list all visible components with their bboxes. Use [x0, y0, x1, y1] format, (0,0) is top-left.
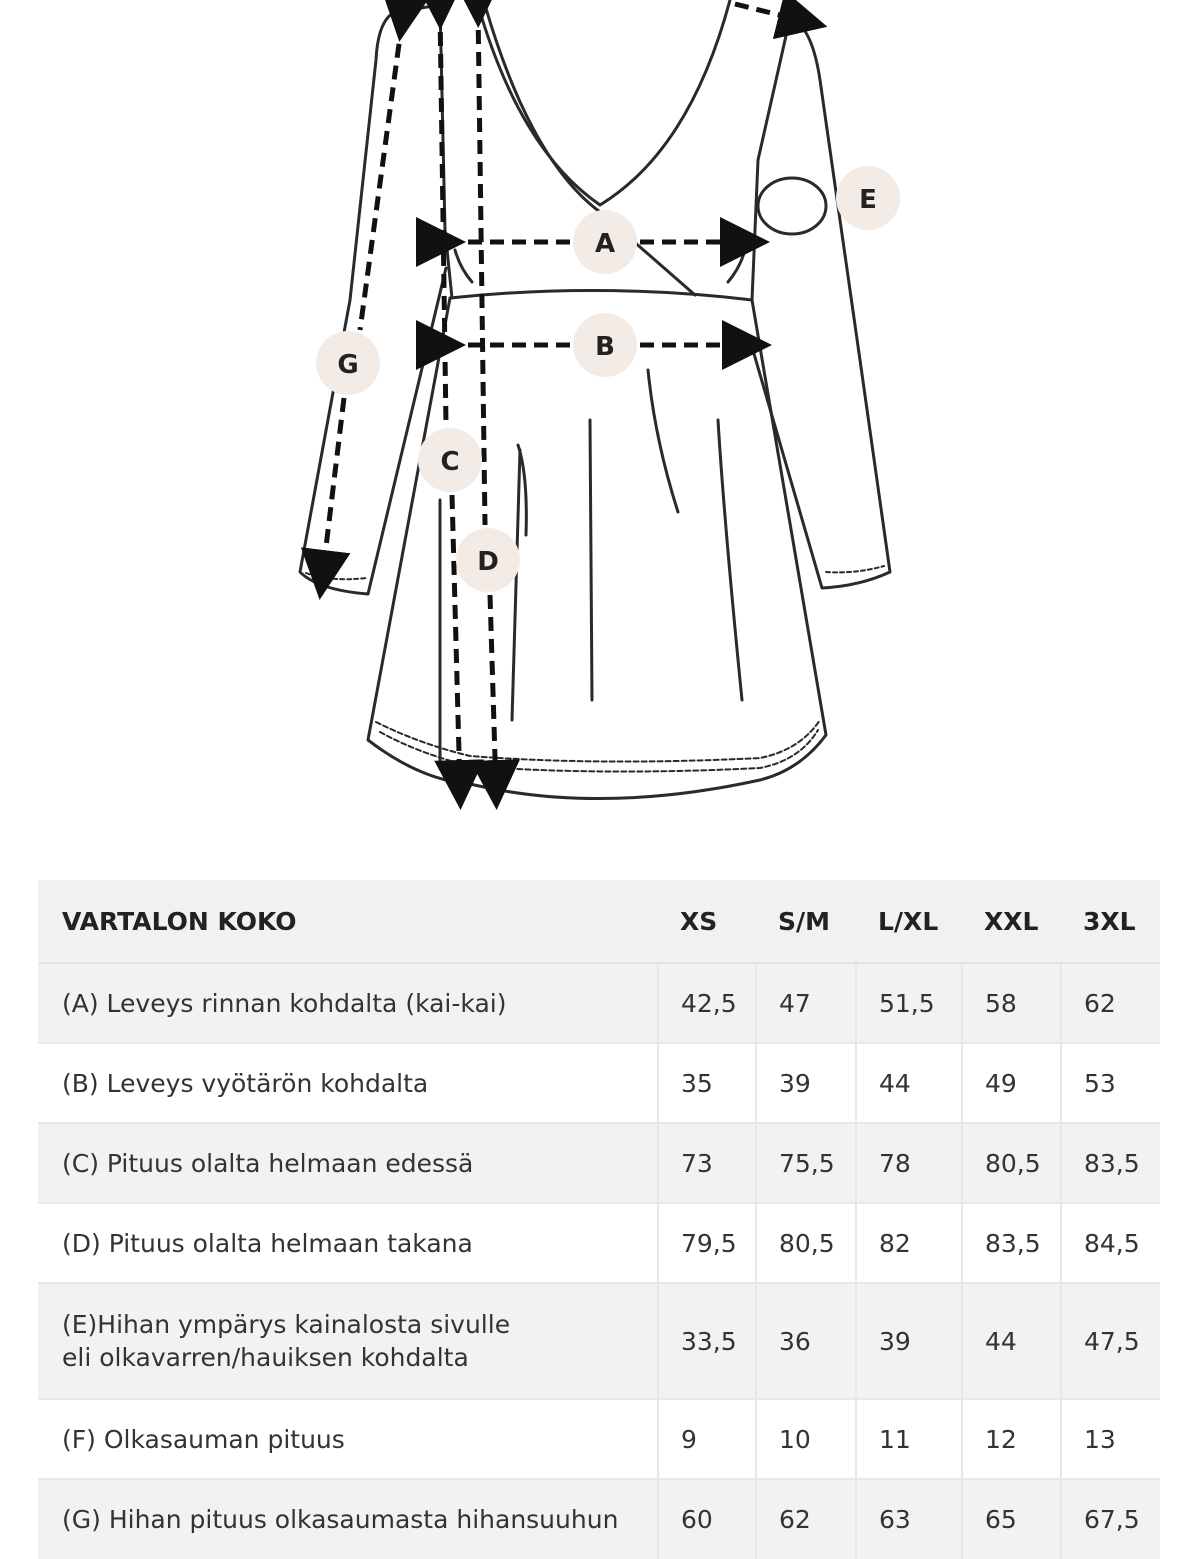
cell-value: 84,5: [1061, 1203, 1160, 1283]
row-label: (F) Olkasauman pituus: [38, 1399, 658, 1479]
cell-value: 83,5: [1061, 1123, 1160, 1203]
svg-text:D: D: [477, 547, 499, 577]
cell-value: 10: [756, 1399, 856, 1479]
header-body-size: VARTALON KOKO: [38, 880, 658, 963]
cell-value: 44: [856, 1043, 962, 1123]
table-row: [38, 1123, 1160, 1203]
cell-value: 80,5: [962, 1123, 1061, 1203]
row-label: (G) Hihan pituus olkasaumasta hihansuuhun: [38, 1479, 658, 1559]
header-size-xs: XS: [658, 880, 756, 963]
row-label: (B) Leveys vyötärön kohdalta: [38, 1043, 658, 1123]
cell-value: 39: [756, 1043, 856, 1123]
cell-value: 75,5: [756, 1123, 856, 1203]
row-label: (A) Leveys rinnan kohdalta (kai-kai): [38, 963, 658, 1043]
header-size-xxl: XXL: [962, 880, 1061, 963]
table-row: [38, 1283, 1160, 1399]
cell-value: 13: [1061, 1399, 1160, 1479]
cell-value: 62: [1061, 963, 1160, 1043]
table-row: [38, 1203, 1160, 1283]
cell-value: 12: [962, 1399, 1061, 1479]
table-row: [38, 963, 1160, 1043]
cell-value: 83,5: [962, 1203, 1061, 1283]
cell-value: 63: [856, 1479, 962, 1559]
cell-value: 47: [756, 963, 856, 1043]
row-label: (D) Pituus olalta helmaan takana: [38, 1203, 658, 1283]
header-size-lxl: L/XL: [856, 880, 962, 963]
cell-value: 11: [856, 1399, 962, 1479]
svg-text:B: B: [595, 332, 615, 362]
table-row: [38, 1399, 1160, 1479]
badge-d: [456, 528, 520, 592]
svg-text:G: G: [337, 350, 359, 380]
cell-value: 33,5: [658, 1283, 756, 1399]
badge-a: [573, 210, 637, 274]
cell-value: 60: [658, 1479, 756, 1559]
cell-value: 67,5: [1061, 1479, 1160, 1559]
cell-value: 51,5: [856, 963, 962, 1043]
badge-b: [573, 313, 637, 377]
cell-value: 42,5: [658, 963, 756, 1043]
cell-value: 35: [658, 1043, 756, 1123]
table-row: [38, 1479, 1160, 1559]
row-label: (C) Pituus olalta helmaan edessä: [38, 1123, 658, 1203]
row-label: (E)Hihan ympärys kainalosta sivulle eli olkavarren/hauiksen kohdalta: [38, 1283, 658, 1399]
cell-value: 82: [856, 1203, 962, 1283]
cell-value: 58: [962, 963, 1061, 1043]
cell-value: 49: [962, 1043, 1061, 1123]
svg-text:C: C: [440, 447, 460, 477]
cell-value: 47,5: [1061, 1283, 1160, 1399]
badge-c: [418, 428, 482, 492]
cell-value: 39: [856, 1283, 962, 1399]
cell-value: 73: [658, 1123, 756, 1203]
cell-value: 62: [756, 1479, 856, 1559]
size-chart-table: [38, 880, 1160, 1559]
table-header-row: [38, 880, 1160, 963]
cell-value: 65: [962, 1479, 1061, 1559]
cell-value: 44: [962, 1283, 1061, 1399]
cell-value: 53: [1061, 1043, 1160, 1123]
svg-text:E: E: [859, 185, 877, 215]
cell-value: 9: [658, 1399, 756, 1479]
header-size-3xl: 3XL: [1061, 880, 1160, 963]
cell-value: 80,5: [756, 1203, 856, 1283]
badge-e: [836, 166, 900, 230]
cell-value: 79,5: [658, 1203, 756, 1283]
cell-value: 78: [856, 1123, 962, 1203]
measurement-lines: [322, 4, 808, 790]
cell-value: 36: [756, 1283, 856, 1399]
svg-text:A: A: [594, 229, 616, 259]
header-size-sm: S/M: [756, 880, 856, 963]
table-row: [38, 1043, 1160, 1123]
badge-g: [316, 331, 380, 395]
